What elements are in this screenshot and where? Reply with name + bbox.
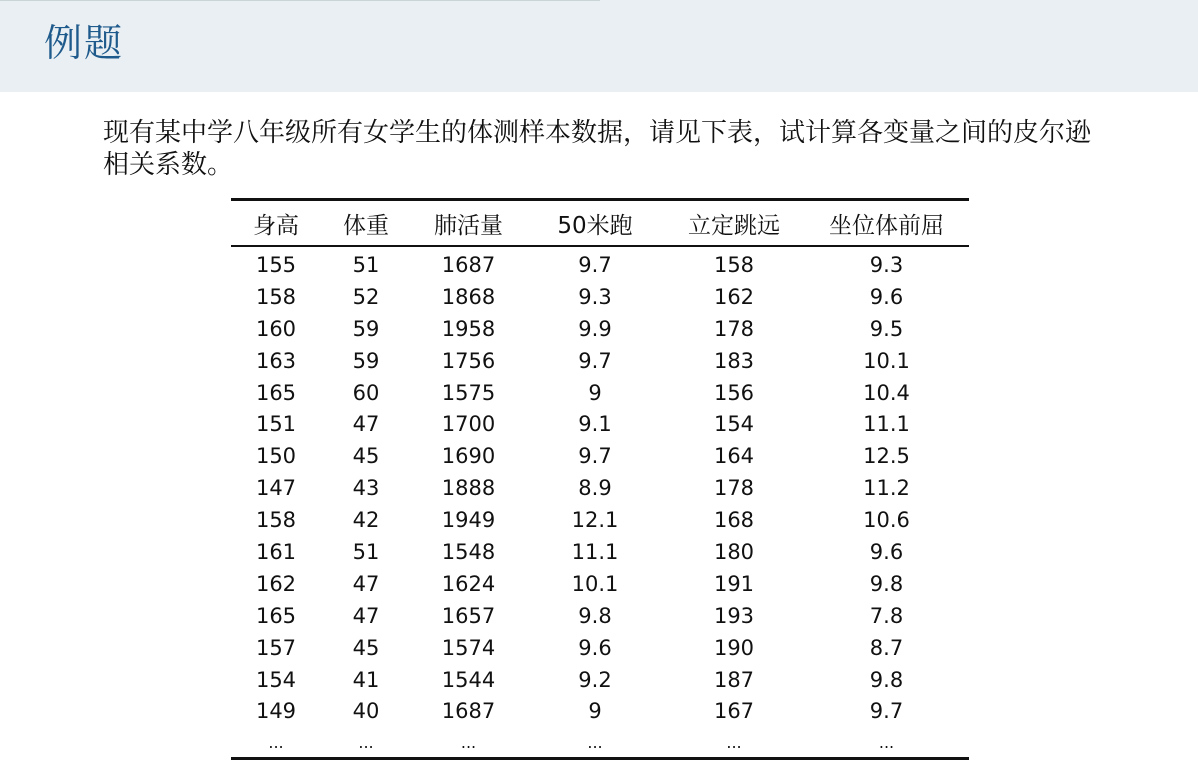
table-cell: 162 [255,571,297,596]
column-header: 坐位体前屈 [829,212,944,239]
table-row [231,600,969,632]
table-cell: 149 [255,699,297,724]
column-header: 立定跳远 [688,212,780,239]
table-body [231,246,969,759]
table-cell: 45 [352,635,380,660]
table-cell: 187 [713,667,755,692]
table-cell: 1624 [441,571,496,596]
table-row [231,504,969,536]
table-cell: 9.7 [578,444,612,469]
table-cell: 12.1 [571,508,619,533]
slide-title: 例题 [44,21,125,65]
table-cell: ... [726,732,742,752]
table-cell: 191 [713,571,755,596]
table-cell: 167 [713,699,755,724]
column-header: 肺活量 [434,212,503,239]
table-cell: 9.7 [578,252,612,277]
table-cell: 1548 [441,539,496,564]
table-cell: 51 [352,252,380,277]
table-cell: ... [268,732,284,752]
table-cell: 9.2 [578,667,612,692]
table-cell: 9.6 [578,635,612,660]
table-cell: 157 [255,635,297,660]
table-cell: 165 [255,603,297,628]
table-cell: 47 [352,412,380,437]
table-cell: 164 [713,444,755,469]
question-text: 现有某中学八年级所有女学生的体测样本数据，请见下表，试计算各变量之间的皮尔逊相关系数。 [103,118,1092,180]
table-cell: 1575 [441,380,496,405]
table-cell: 40 [352,699,380,724]
table-cell: 45 [352,444,380,469]
table-cell: 158 [255,284,297,309]
table-cell: 9.3 [578,284,612,309]
table-row [231,281,969,313]
table-cell: ... [878,732,895,752]
table-row [231,727,969,759]
table-cell: 1949 [441,508,496,533]
table-cell: 1690 [441,444,496,469]
table-cell: 9.7 [578,348,612,373]
table-cell: 9.3 [869,252,904,277]
table-cell: 161 [255,539,297,564]
table-row [231,568,969,600]
table-cell: 7.8 [869,603,904,628]
table-cell: 47 [352,571,380,596]
column-header: 50米跑 [557,212,633,239]
header-top-rule [0,0,600,1]
column-header: 身高 [253,212,299,239]
table-cell: 1958 [441,316,496,341]
table-row [231,377,969,409]
table-cell: 1687 [441,699,496,724]
table-cell: 158 [713,252,755,277]
table-cell: 156 [713,380,755,405]
table-cell: 9.8 [869,571,904,596]
table-cell: 10.1 [571,571,619,596]
table-row [231,695,969,727]
table-cell: 10.4 [863,380,910,405]
table-cell: 178 [713,476,755,501]
table-cell: 41 [352,667,380,692]
table-cell: 163 [255,348,297,373]
table-cell: 11.2 [863,476,910,501]
table-cell: 59 [352,348,380,373]
table-cell: 9.9 [578,316,612,341]
table-cell: 59 [352,316,380,341]
table-cell: 8.7 [869,635,904,660]
table-row [231,408,969,440]
table-cell: 154 [255,667,297,692]
table-cell: 158 [255,508,297,533]
table-cell: ... [587,732,603,752]
table-row [231,664,969,696]
table-cell: 180 [713,539,755,564]
table-cell: 1544 [441,667,496,692]
table-cell: 151 [255,412,297,437]
table-cell: 165 [255,380,297,405]
table-cell: 9.1 [578,412,612,437]
table-cell: 1574 [441,635,496,660]
table-cell: 52 [352,284,380,309]
table-cell: 9.8 [869,667,904,692]
table-cell: 47 [352,603,380,628]
table-cell: 1756 [441,348,496,373]
table-cell: 9.6 [869,284,904,309]
table-cell: 10.6 [863,508,910,533]
table-cell: 9 [588,380,602,405]
table-cell: 193 [713,603,755,628]
table-cell: 178 [713,316,755,341]
table-cell: 183 [713,348,755,373]
table-cell: 9.7 [869,699,904,724]
table-cell: 1888 [441,476,496,501]
data-table [231,198,969,760]
table-row [231,472,969,504]
table-cell: 1687 [441,252,496,277]
table-row [231,313,969,345]
table-cell: 154 [713,412,755,437]
table-cell: 150 [255,444,297,469]
table-row [231,246,969,281]
table-cell: 51 [352,539,380,564]
table-cell: 9 [588,699,602,724]
table-cell: 42 [352,508,380,533]
table-cell: 9.6 [869,539,904,564]
table-header-row [231,200,969,247]
table-cell: ... [460,732,477,752]
table-cell: 160 [255,316,297,341]
table-cell: 155 [255,252,297,277]
table-cell: 147 [255,476,297,501]
table-row [231,536,969,568]
table-cell: 43 [352,476,380,501]
table-cell: 12.5 [863,444,910,469]
table-cell: 168 [713,508,755,533]
table-cell: ... [358,732,374,752]
header-band [0,0,1198,92]
table-cell: 8.9 [578,476,612,501]
table-cell: 1868 [441,284,496,309]
table-cell: 60 [352,380,380,405]
table-cell: 190 [713,635,755,660]
table-cell: 1700 [441,412,496,437]
table-row [231,440,969,472]
table-cell: 1657 [441,603,496,628]
table-cell: 9.8 [578,603,612,628]
table-cell: 9.5 [869,316,904,341]
table-row [231,345,969,377]
column-header: 体重 [343,212,389,239]
table-cell: 10.1 [863,348,910,373]
table-cell: 162 [713,284,755,309]
table-cell: 11.1 [863,412,910,437]
table-row [231,632,969,664]
table-cell: 11.1 [571,539,619,564]
